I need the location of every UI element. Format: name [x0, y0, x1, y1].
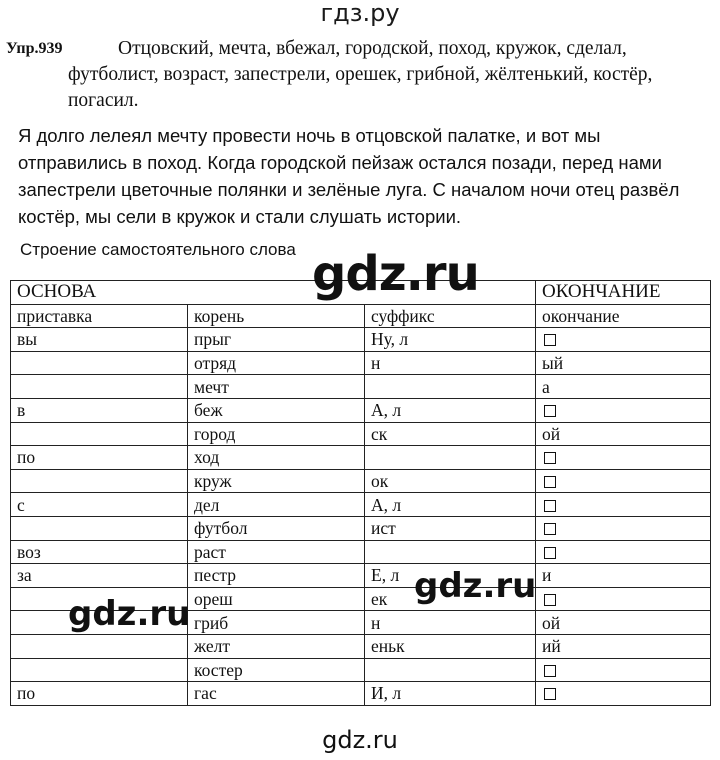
- cell-root: мечт: [188, 375, 365, 399]
- cell-root: отряд: [188, 351, 365, 375]
- cell-suffix: А, л: [365, 398, 536, 422]
- cell-root: прыг: [188, 328, 365, 352]
- cell-suffix: А, л: [365, 493, 536, 517]
- cell-prefix: [11, 634, 188, 658]
- cell-ending: [536, 540, 711, 564]
- cell-ending: ой: [536, 611, 711, 635]
- table-row: [11, 398, 711, 422]
- cell-ending: [536, 682, 711, 706]
- cell-prefix: [11, 469, 188, 493]
- table-caption: Строение самостоятельного слова: [20, 240, 296, 259]
- table-row: [11, 328, 711, 352]
- cell-root: костер: [188, 658, 365, 682]
- watermark-logo: gdz.ru: [414, 566, 537, 606]
- table-row: [11, 564, 711, 588]
- cell-root: круж: [188, 469, 365, 493]
- zero-ending-box-icon: [544, 665, 556, 677]
- cell-root: гас: [188, 682, 365, 706]
- cell-ending: [536, 328, 711, 352]
- cell-ending: [536, 469, 711, 493]
- table-row: [11, 469, 711, 493]
- cell-suffix: Ну, л: [365, 328, 536, 352]
- cell-ending: [536, 446, 711, 470]
- cell-prefix: воз: [11, 540, 188, 564]
- cell-ending: [536, 398, 711, 422]
- header-base: ОСНОВА: [11, 281, 536, 305]
- zero-ending-box-icon: [544, 476, 556, 488]
- cell-ending: и: [536, 564, 711, 588]
- column-header-suffix: суффикс: [365, 304, 536, 328]
- cell-prefix: [11, 516, 188, 540]
- morpheme-table: [10, 280, 711, 706]
- cell-ending: [536, 516, 711, 540]
- cell-prefix: по: [11, 446, 188, 470]
- cell-root: гриб: [188, 611, 365, 635]
- cell-root: ореш: [188, 587, 365, 611]
- table-row: [11, 351, 711, 375]
- cell-prefix: с: [11, 493, 188, 517]
- cell-suffix: н: [365, 351, 536, 375]
- cell-ending: [536, 493, 711, 517]
- zero-ending-box-icon: [544, 500, 556, 512]
- cell-suffix: [365, 540, 536, 564]
- exercise-word-list: Отцовский, мечта, вбежал, городской, поход, кружок, сделал, футболист, возраст, запестрели, орешек, грибной, жёлтенький, костёр, погасил.: [68, 38, 653, 111]
- cell-suffix: И, л: [365, 682, 536, 706]
- cell-root: желт: [188, 634, 365, 658]
- cell-root: дел: [188, 493, 365, 517]
- cell-suffix: ист: [365, 516, 536, 540]
- cell-prefix: вы: [11, 328, 188, 352]
- watermark-logo: gdz.ru: [312, 246, 479, 302]
- cell-ending: [536, 658, 711, 682]
- cell-root: пестр: [188, 564, 365, 588]
- cell-root: футбол: [188, 516, 365, 540]
- table-row: [11, 634, 711, 658]
- zero-ending-box-icon: [544, 688, 556, 700]
- zero-ending-box-icon: [544, 594, 556, 606]
- cell-ending: [536, 587, 711, 611]
- cell-suffix: [365, 446, 536, 470]
- zero-ending-box-icon: [544, 405, 556, 417]
- zero-ending-box-icon: [544, 523, 556, 535]
- column-header-ending: окончание: [536, 304, 711, 328]
- cell-suffix: ек: [365, 587, 536, 611]
- cell-suffix: ок: [365, 469, 536, 493]
- header-ending-group: ОКОНЧАНИЕ: [536, 281, 711, 305]
- zero-ending-box-icon: [544, 547, 556, 559]
- table-row: [11, 446, 711, 470]
- column-header-root: корень: [188, 304, 365, 328]
- cell-root: раст: [188, 540, 365, 564]
- watermark-logo: gdz.ru: [68, 594, 191, 634]
- zero-ending-box-icon: [544, 334, 556, 346]
- cell-suffix: Е, л: [365, 564, 536, 588]
- cell-root: ход: [188, 446, 365, 470]
- cell-suffix: [365, 375, 536, 399]
- cell-suffix: [365, 658, 536, 682]
- cell-prefix: [11, 375, 188, 399]
- table-row: [11, 682, 711, 706]
- site-header: гдз.ру: [320, 0, 400, 27]
- table-row: [11, 540, 711, 564]
- cell-suffix: н: [365, 611, 536, 635]
- table-row: [11, 375, 711, 399]
- cell-ending: ий: [536, 634, 711, 658]
- exercise-label: Упр.939: [6, 40, 63, 57]
- zero-ending-box-icon: [544, 452, 556, 464]
- cell-prefix: за: [11, 564, 188, 588]
- cell-suffix: ск: [365, 422, 536, 446]
- cell-prefix: [11, 351, 188, 375]
- cell-root: беж: [188, 398, 365, 422]
- cell-ending: ый: [536, 351, 711, 375]
- footer-watermark: gdz.ru: [322, 726, 398, 754]
- cell-ending: ой: [536, 422, 711, 446]
- cell-prefix: [11, 658, 188, 682]
- exercise-paragraph: Я долго лелеял мечту провести ночь в отцовской палатке, и вот мы отправились в поход. Когда городской пейзаж остался позади, перед нами запестрели цветочные полянки и зелёные луга. С началом ночи отец развёл костёр, мы сели в кружок и стали слушать истории.: [18, 125, 680, 227]
- column-header-prefix: приставка: [11, 304, 188, 328]
- cell-ending: а: [536, 375, 711, 399]
- table-row: [11, 493, 711, 517]
- cell-prefix: в: [11, 398, 188, 422]
- cell-prefix: [11, 422, 188, 446]
- cell-prefix: по: [11, 682, 188, 706]
- table-column-header-row: [11, 304, 711, 328]
- cell-suffix: еньк: [365, 634, 536, 658]
- table-row: [11, 422, 711, 446]
- table-row: [11, 516, 711, 540]
- table-row: [11, 658, 711, 682]
- cell-root: город: [188, 422, 365, 446]
